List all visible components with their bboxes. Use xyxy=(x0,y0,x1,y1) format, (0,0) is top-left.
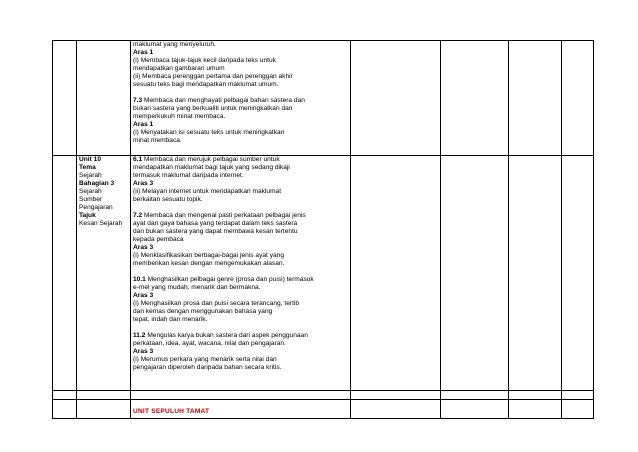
unit-cell xyxy=(77,156,131,391)
bold-label: 11.2 xyxy=(133,332,146,339)
text-line xyxy=(133,364,348,372)
text-segment: (ii) Membaca perenggan pertama dan perenggan akhir xyxy=(133,73,293,80)
text-segment: (i) Menklasifikasikan berbagai-bagai jenis ayat yang xyxy=(133,252,285,259)
text-line xyxy=(133,332,348,340)
paragraph-gap xyxy=(133,89,348,97)
text-line xyxy=(133,340,348,348)
text-segment: dan bukan sastera yang dapat membawa kesan tertentu xyxy=(133,228,298,235)
text-line xyxy=(133,121,348,129)
text-segment: memperkukuh minat membaca. xyxy=(133,113,226,120)
remarks-cell xyxy=(562,41,594,156)
remarks-cell xyxy=(562,391,594,400)
text-line xyxy=(133,212,348,220)
bold-label: Aras 1 xyxy=(133,121,154,128)
unit-heading: Tema xyxy=(79,164,96,171)
text-line xyxy=(133,73,348,81)
week-cell xyxy=(53,400,77,419)
text-segment: Membaca dan merujuk pelbagai sumber untuk xyxy=(142,156,280,163)
text-segment: Menghasilkan pelbagai genre (prosa dan puisi) termasuk xyxy=(145,276,314,283)
learning-standard-cell xyxy=(131,41,351,156)
paragraph-gap xyxy=(133,268,348,276)
text-segment: mendapatkan maklumat bagi tajuk yang sedang dikaji xyxy=(133,164,290,171)
text-line xyxy=(133,41,348,49)
lesson-plan-table xyxy=(52,40,594,419)
text-line xyxy=(133,105,348,113)
week-cell xyxy=(53,156,77,391)
unit-value: Sejarah xyxy=(79,172,102,179)
week-cell xyxy=(53,391,77,400)
text-line xyxy=(133,113,348,121)
unit-value: Sejarah xyxy=(79,188,102,195)
remarks-cell xyxy=(562,400,594,419)
text-line xyxy=(133,220,348,228)
text-line xyxy=(133,97,348,105)
notes-cell xyxy=(441,391,509,400)
text-segment: kepada pembaca xyxy=(133,236,184,243)
text-segment: e-mel yang mudah, menarik dan bermakna. xyxy=(133,284,261,291)
activity-cell xyxy=(351,400,441,419)
resources-cell xyxy=(509,41,562,156)
text-segment: (ii) Melayari internet untuk mendapatkan maklumat xyxy=(133,188,282,195)
text-segment: termasuk maklumat daripada internet. xyxy=(133,172,244,179)
text-line xyxy=(133,284,348,292)
week-cell xyxy=(53,41,77,156)
text-segment: minat membaca. xyxy=(133,137,182,144)
end-label-cell xyxy=(131,400,351,419)
unit-cell xyxy=(77,400,131,419)
bold-label: Aras 1 xyxy=(133,49,154,56)
text-line xyxy=(133,164,348,172)
text-segment: tepat, indah dan menarik. xyxy=(133,316,208,323)
unit-heading: Bahagian 3 xyxy=(79,180,115,187)
text-segment: Membaca dan mengenal pasti perkataan pelbagai jenis xyxy=(142,212,306,219)
text-segment: (i) Membaca tajuk-tajuk kecil daripada teks untuk xyxy=(133,57,276,64)
notes-cell xyxy=(441,156,509,391)
remarks-cell xyxy=(562,156,594,391)
bold-label: Aras 3 xyxy=(133,348,154,355)
unit-cell xyxy=(77,41,131,156)
table-row xyxy=(53,391,594,400)
text-line xyxy=(133,65,348,73)
activity-cell xyxy=(351,156,441,391)
table-row xyxy=(53,400,594,419)
learning-standard-cell xyxy=(131,156,351,391)
text-line xyxy=(133,137,348,145)
text-line xyxy=(133,236,348,244)
text-line xyxy=(133,300,348,308)
text-line xyxy=(133,356,348,364)
text-segment: mendapatkan gambaran umum xyxy=(133,65,225,72)
unit-cell xyxy=(77,391,131,400)
unit-end-label: UNIT SEPULUH TAMAT xyxy=(133,408,210,415)
resources-cell xyxy=(509,156,562,391)
text-segment: sesuatu teks bagi mendapatkan maklumat umum. xyxy=(133,81,279,88)
text-line xyxy=(133,180,348,188)
text-line xyxy=(133,316,348,324)
activity-cell xyxy=(351,391,441,400)
text-line xyxy=(133,129,348,137)
paragraph-gap xyxy=(133,204,348,212)
resources-cell xyxy=(509,400,562,419)
table-row xyxy=(53,41,594,156)
paragraph-gap xyxy=(133,324,348,332)
unit-heading: Tajuk xyxy=(79,212,96,219)
bold-label: Aras 3 xyxy=(133,244,154,251)
text-line xyxy=(133,292,348,300)
text-segment: bukan sastera yang berkualiti untuk meningkatkan dan xyxy=(133,105,293,112)
unit-heading: Unit 10 xyxy=(79,156,101,163)
text-segment: berkaitan sesuatu topik. xyxy=(133,196,203,203)
text-line xyxy=(133,228,348,236)
text-line xyxy=(133,49,348,57)
notes-cell xyxy=(441,400,509,419)
text-line xyxy=(133,308,348,316)
text-line xyxy=(133,172,348,180)
unit-value: Kesan Sejarah xyxy=(79,220,123,227)
bold-label: 7.2 xyxy=(133,212,143,219)
learning-standard-cell xyxy=(131,391,351,400)
text-segment: (i) Merumus perkara yang menarik serta nilai dan xyxy=(133,356,277,363)
notes-cell xyxy=(441,41,509,156)
text-segment: maklumat yang menyeluruh. xyxy=(133,41,216,48)
bold-label: Aras 3 xyxy=(133,292,154,299)
text-line xyxy=(133,81,348,89)
text-line xyxy=(133,348,348,356)
text-line xyxy=(133,156,348,164)
text-segment: memberikan kesan dengan mengemukakan alasan. xyxy=(133,260,285,267)
text-segment: (i) Menghasilkan prosa dan puisi secara terancang, tertib xyxy=(133,300,300,307)
text-line xyxy=(133,252,348,260)
resources-cell xyxy=(509,391,562,400)
text-segment: Mengulas karya bukan sastera dari aspek penggunaan xyxy=(145,332,308,339)
text-line xyxy=(133,276,348,284)
text-line xyxy=(133,260,348,268)
text-segment: ayat dan gaya bahasa yang terdapat dalam teks sastera xyxy=(133,220,298,227)
text-line xyxy=(133,188,348,196)
bold-label: 6.1 xyxy=(133,156,143,163)
learning-standard-text xyxy=(133,156,348,372)
text-segment: Membaca dan menghayati pelbagai bahan sastera dan xyxy=(142,97,305,104)
bold-label: 10.1 xyxy=(133,276,146,283)
text-line xyxy=(133,57,348,65)
learning-standard-text xyxy=(133,41,348,145)
bold-label: 7.3 xyxy=(133,97,143,104)
text-segment: perkataan, idea, ayat, wacana, nilai dan pengajaran. xyxy=(133,340,286,347)
table-row xyxy=(53,156,594,391)
unit-info-text xyxy=(79,156,128,228)
text-segment: pengajaran diperoleh daripada bahan secara kritis. xyxy=(133,364,282,371)
unit-value: Pengajaran xyxy=(79,204,113,211)
text-line xyxy=(133,244,348,252)
unit-value: Sumber xyxy=(79,196,103,203)
text-segment: dan kemas dengan menggunakan bahasa yang xyxy=(133,308,273,315)
text-line xyxy=(133,196,348,204)
activity-cell xyxy=(351,41,441,156)
bold-label: Aras 3 xyxy=(133,180,154,187)
text-segment: (i) Menyatakan isi sesuatu teks untuk meningkatkan xyxy=(133,129,285,136)
